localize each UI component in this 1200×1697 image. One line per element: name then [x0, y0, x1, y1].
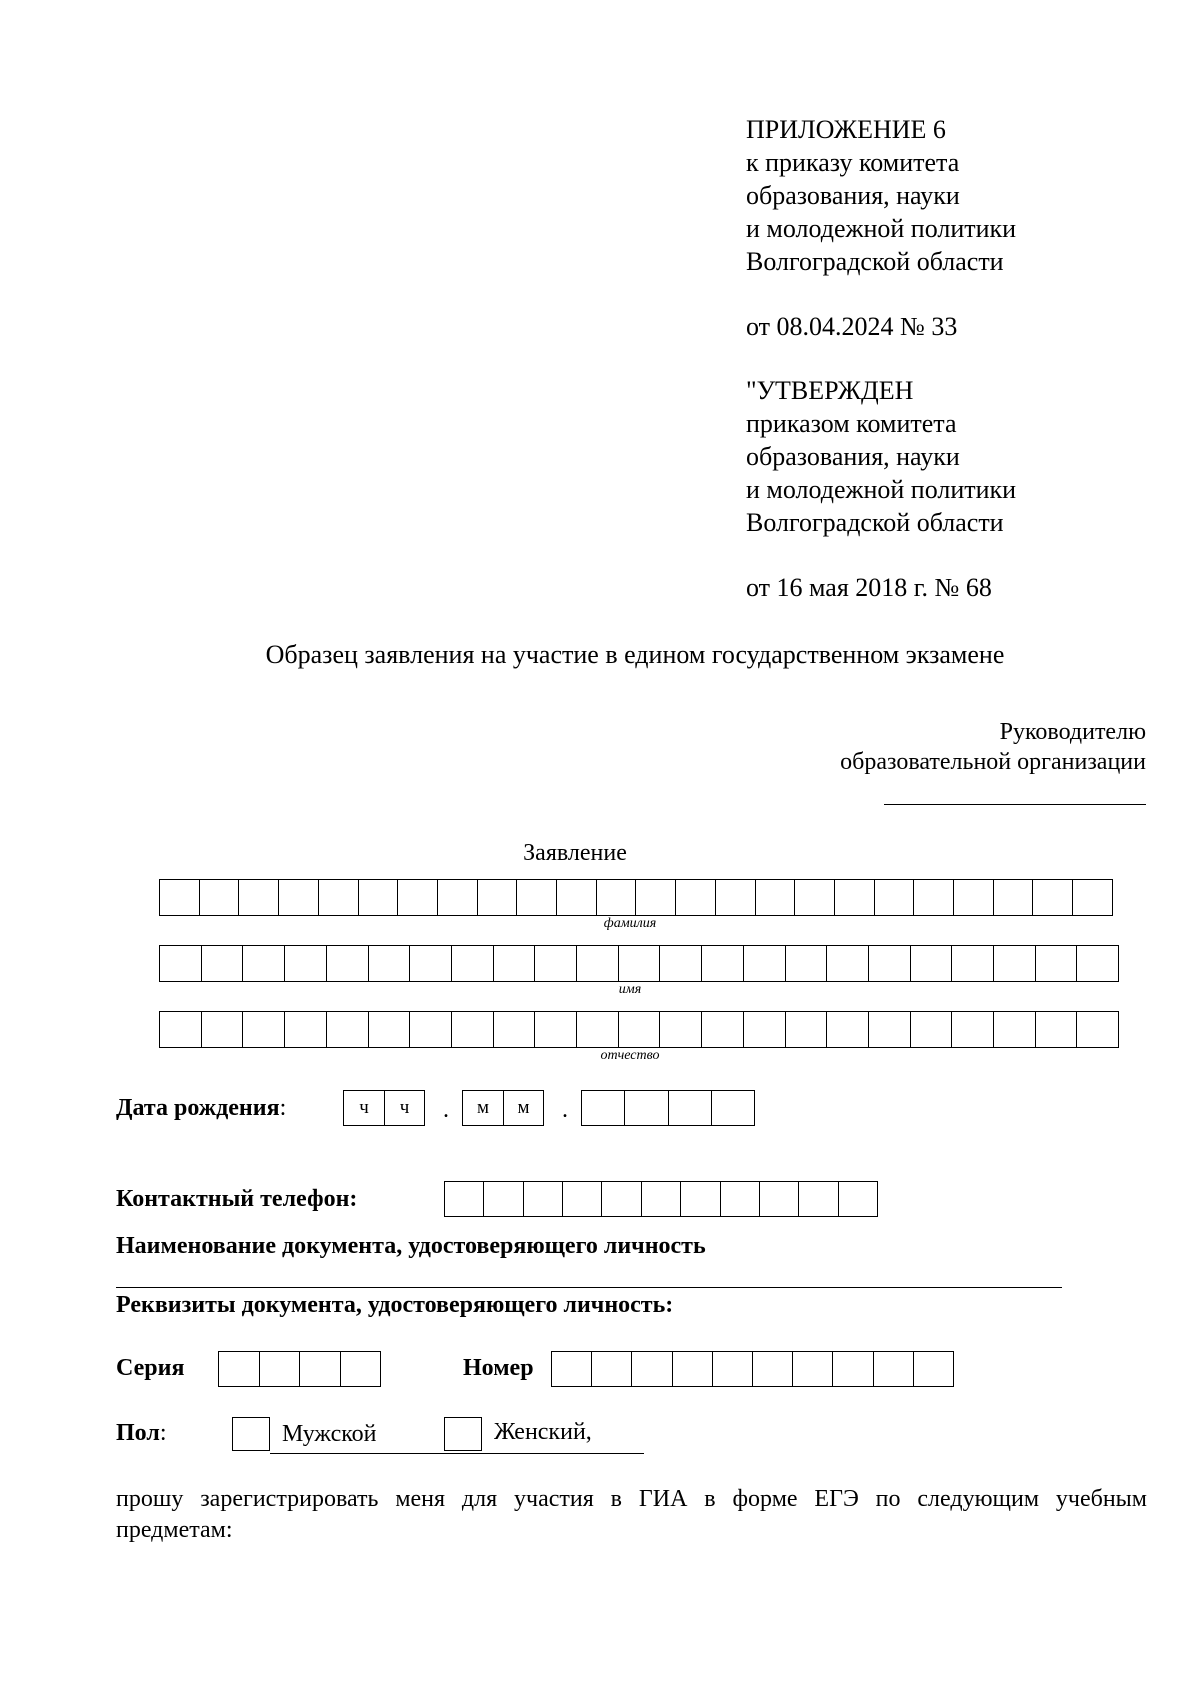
letter-cell[interactable]	[534, 946, 576, 981]
digit-cell[interactable]	[838, 1182, 877, 1216]
surname-cells[interactable]	[159, 879, 1113, 916]
birth-date-colon: :	[279, 1095, 287, 1121]
number-cell[interactable]	[913, 1352, 953, 1386]
letter-cell[interactable]	[868, 1012, 910, 1047]
letter-cell[interactable]	[794, 880, 834, 915]
letter-cell[interactable]	[993, 946, 1035, 981]
male-label: Мужской	[282, 1421, 377, 1447]
request-text-line: предметам:	[116, 1517, 233, 1543]
request-text-line: прошу зарегистрировать меня для участия в ГИА в форме ЕГЭ по следующим учебным	[116, 1486, 1147, 1512]
letter-cell[interactable]	[1076, 1012, 1118, 1047]
letter-cell[interactable]	[874, 880, 914, 915]
year-cell[interactable]	[668, 1091, 711, 1125]
number-cells[interactable]	[551, 1351, 954, 1387]
series-cell[interactable]	[219, 1352, 259, 1386]
date-separator: .	[443, 1097, 449, 1123]
series-cells[interactable]	[218, 1351, 381, 1387]
letter-cell[interactable]	[318, 880, 358, 915]
document-name-line[interactable]	[116, 1287, 1062, 1288]
digit-cell[interactable]	[759, 1182, 798, 1216]
number-cell[interactable]	[752, 1352, 792, 1386]
day-cell[interactable]: ч	[359, 1097, 369, 1118]
letter-cell[interactable]	[675, 880, 715, 915]
letter-cell[interactable]	[993, 880, 1033, 915]
letter-cell[interactable]	[635, 880, 675, 915]
letter-cell[interactable]	[755, 880, 795, 915]
birth-date-label	[116, 1095, 286, 1122]
approved-line: приказом комитета	[746, 409, 957, 438]
letter-cell[interactable]	[993, 1012, 1035, 1047]
digit-cell[interactable]	[798, 1182, 837, 1216]
letter-cell[interactable]	[715, 880, 755, 915]
day-cell[interactable]: ч	[384, 1091, 424, 1125]
letter-cell[interactable]	[826, 1012, 868, 1047]
number-cell[interactable]	[631, 1352, 671, 1386]
month-cell[interactable]: м	[503, 1091, 543, 1125]
appendix-line: образования, науки	[746, 181, 960, 210]
patronymic-cells[interactable]	[159, 1011, 1119, 1048]
approved-title: "УТВЕРЖДЕН	[746, 376, 914, 405]
letter-cell[interactable]	[913, 880, 953, 915]
addressee-line: Руководителю	[999, 719, 1146, 745]
number-cell[interactable]	[672, 1352, 712, 1386]
letter-cell[interactable]	[326, 1012, 368, 1047]
surname-caption: фамилия	[603, 916, 657, 931]
name-caption: имя	[618, 982, 642, 997]
letter-cell[interactable]	[826, 946, 868, 981]
letter-cell[interactable]	[160, 880, 199, 915]
name-cells[interactable]	[159, 945, 1119, 982]
phone-label: Контактный телефон:	[116, 1186, 358, 1212]
number-label: Номер	[463, 1355, 534, 1381]
letter-cell[interactable]	[1035, 1012, 1077, 1047]
letter-cell[interactable]	[160, 946, 201, 981]
digit-cell[interactable]	[680, 1182, 719, 1216]
digit-cell[interactable]	[720, 1182, 759, 1216]
letter-cell[interactable]	[278, 880, 318, 915]
letter-cell[interactable]	[868, 946, 910, 981]
letter-cell[interactable]	[201, 946, 243, 981]
number-cell[interactable]	[873, 1352, 913, 1386]
sex-label	[116, 1420, 167, 1447]
letter-cell[interactable]	[701, 946, 743, 981]
letter-cell[interactable]	[284, 1012, 326, 1047]
letter-cell[interactable]	[659, 946, 701, 981]
letter-cell[interactable]	[743, 1012, 785, 1047]
letter-cell[interactable]	[576, 946, 618, 981]
letter-cell[interactable]	[618, 1012, 660, 1047]
letter-cell[interactable]	[785, 946, 827, 981]
approved-line: Волгоградской области	[746, 508, 1004, 537]
number-cell[interactable]	[552, 1352, 591, 1386]
letter-cell[interactable]	[368, 946, 410, 981]
phone-cells[interactable]	[444, 1181, 878, 1217]
digit-cell[interactable]	[641, 1182, 680, 1216]
letter-cell[interactable]	[493, 946, 535, 981]
order-reference: от 08.04.2024 № 33	[746, 312, 958, 341]
letter-cell[interactable]	[284, 946, 326, 981]
birth-month-cells[interactable]	[462, 1090, 544, 1126]
letter-cell[interactable]	[326, 946, 368, 981]
digit-cell[interactable]	[483, 1182, 522, 1216]
letter-cell[interactable]	[785, 1012, 827, 1047]
letter-cell[interactable]	[951, 1012, 993, 1047]
series-cell[interactable]	[299, 1352, 340, 1386]
letter-cell[interactable]	[451, 1012, 493, 1047]
appendix-title: ПРИЛОЖЕНИЕ 6	[746, 115, 946, 144]
letter-cell[interactable]	[397, 880, 437, 915]
letter-cell[interactable]	[358, 880, 398, 915]
letter-cell[interactable]	[659, 1012, 701, 1047]
sex-underline	[270, 1453, 644, 1454]
series-cell[interactable]	[259, 1352, 300, 1386]
letter-cell[interactable]	[910, 1012, 952, 1047]
letter-cell[interactable]	[409, 946, 451, 981]
approved-line: и молодежной политики	[746, 475, 1017, 504]
birth-day-cells[interactable]	[343, 1090, 425, 1126]
number-cell[interactable]	[832, 1352, 872, 1386]
letter-cell[interactable]	[556, 880, 596, 915]
series-label: Серия	[116, 1355, 185, 1381]
number-cell[interactable]	[712, 1352, 752, 1386]
letter-cell[interactable]	[199, 880, 239, 915]
letter-cell[interactable]	[451, 946, 493, 981]
letter-cell[interactable]	[160, 1012, 201, 1047]
year-cell[interactable]	[582, 1091, 624, 1125]
letter-cell[interactable]	[1032, 880, 1072, 915]
birth-year-cells[interactable]	[581, 1090, 755, 1126]
letter-cell[interactable]	[409, 1012, 451, 1047]
letter-cell[interactable]	[701, 1012, 743, 1047]
appendix-line: Волгоградской области	[746, 247, 1004, 276]
female-checkbox[interactable]	[444, 1417, 482, 1451]
addressee-line: образовательной организации	[840, 749, 1146, 775]
digit-cell[interactable]	[601, 1182, 640, 1216]
approved-line: образования, науки	[746, 442, 960, 471]
letter-cell[interactable]	[1076, 946, 1118, 981]
series-cell[interactable]	[340, 1352, 381, 1386]
form-heading: Заявление	[523, 840, 627, 866]
month-cell[interactable]: м	[476, 1097, 490, 1118]
letter-cell[interactable]	[834, 880, 874, 915]
document-title: Образец заявления на участие в едином государственном экзамене	[265, 640, 1005, 669]
number-cell[interactable]	[591, 1352, 631, 1386]
letter-cell[interactable]	[238, 880, 278, 915]
year-cell[interactable]	[624, 1091, 667, 1125]
patronymic-caption: отчество	[600, 1048, 660, 1063]
sex-colon: :	[159, 1420, 167, 1446]
document-details-label: Реквизиты документа, удостоверяющего личность:	[116, 1292, 674, 1318]
digit-cell[interactable]	[523, 1182, 562, 1216]
document-name-label: Наименование документа, удостоверяющего личность	[116, 1233, 706, 1259]
letter-cell[interactable]	[743, 946, 785, 981]
letter-cell[interactable]	[516, 880, 556, 915]
male-checkbox[interactable]	[232, 1417, 270, 1451]
letter-cell[interactable]	[477, 880, 517, 915]
appendix-line: к приказу комитета	[746, 148, 960, 177]
letter-cell[interactable]	[242, 1012, 284, 1047]
digit-cell[interactable]	[445, 1182, 483, 1216]
letter-cell[interactable]	[1072, 880, 1112, 915]
letter-cell[interactable]	[242, 946, 284, 981]
letter-cell[interactable]	[576, 1012, 618, 1047]
letter-cell[interactable]	[951, 946, 993, 981]
female-label: Женский,	[494, 1419, 592, 1445]
letter-cell[interactable]	[910, 946, 952, 981]
appendix-line: и молодежной политики	[746, 214, 1017, 243]
birth-date-label-text: Дата рождения	[116, 1095, 280, 1121]
number-cell[interactable]	[792, 1352, 832, 1386]
year-cell[interactable]	[711, 1091, 754, 1125]
letter-cell[interactable]	[953, 880, 993, 915]
sex-label-text: Пол	[116, 1420, 160, 1446]
digit-cell[interactable]	[562, 1182, 601, 1216]
date-separator: .	[562, 1097, 568, 1123]
approved-order-reference: от 16 мая 2018 г. № 68	[746, 573, 992, 602]
letter-cell[interactable]	[534, 1012, 576, 1047]
letter-cell[interactable]	[368, 1012, 410, 1047]
addressee-name-line[interactable]	[884, 804, 1146, 805]
letter-cell[interactable]	[493, 1012, 535, 1047]
letter-cell[interactable]	[618, 946, 660, 981]
letter-cell[interactable]	[437, 880, 477, 915]
letter-cell[interactable]	[596, 880, 636, 915]
letter-cell[interactable]	[1035, 946, 1077, 981]
letter-cell[interactable]	[201, 1012, 243, 1047]
